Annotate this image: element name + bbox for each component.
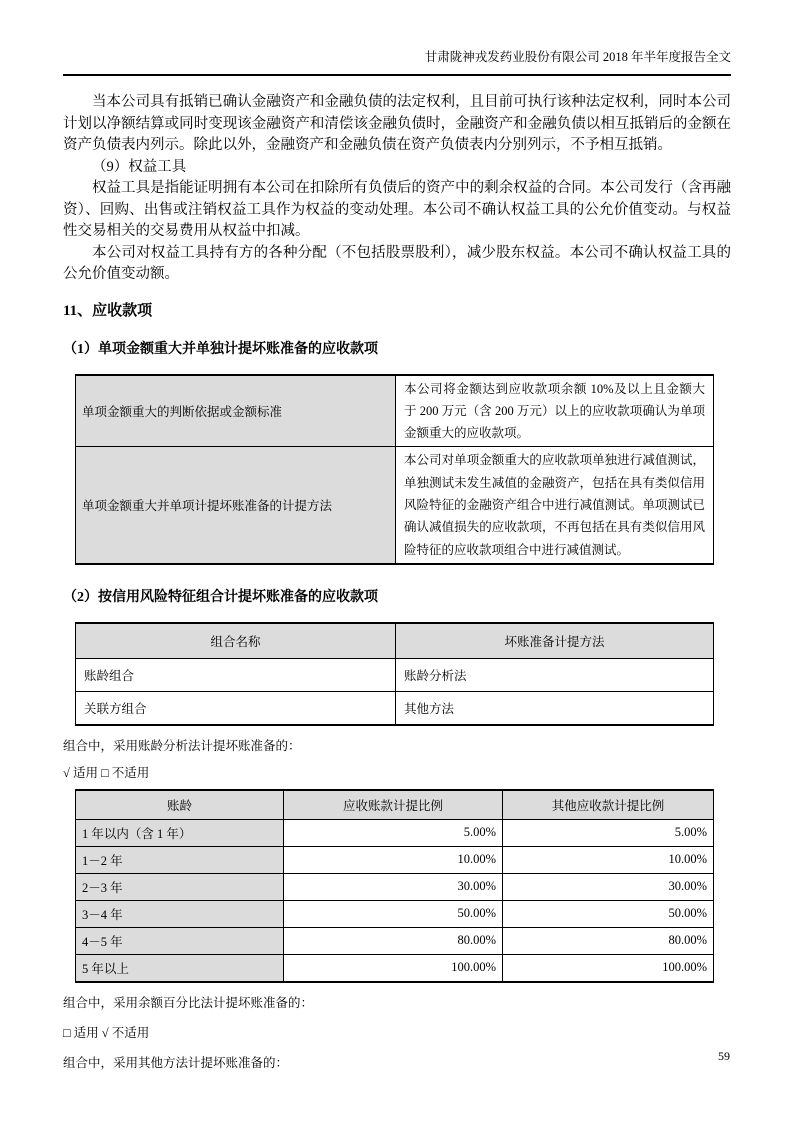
table-row [76,447,714,564]
cell-group-name: 账龄组合 [76,658,396,691]
note-aging-analysis: 组合中，采用账龄分析法计提坏账准备的： [63,738,301,753]
table-row [76,846,714,873]
paragraph-offsetting-policy: 当本公司具有抵销已确认金融资产和金融负债的法定权利，且目前可执行该种法定权利，同时本公司计划以净额结算或同时变现该金融资产和清偿该金融负债时，金融资产和金融负债以相互抵销后的金额在资产负债表内列示。除此以外，金融资产和金融负债在资产负债表内分别列示，不予相互抵销。 [63,94,731,153]
cell-other-ratio: 5.00% [503,819,714,846]
table-row [76,819,714,846]
column-header-other-ratio: 其他应收款计提比例 [503,790,714,820]
cell-aging: 5 年以上 [76,954,284,982]
cell-criteria-value: 本公司将金额达到应收款项余额 10%及以上且金额大于 200 万元（含 200 万元）以上的应收款项确认为单项金额重大的应收款项。 [396,375,714,447]
cell-group-name: 关联方组合 [76,691,396,725]
cell-aging: 3－4 年 [76,900,284,927]
applicable-aging-analysis: √ 适用 □ 不适用 [63,765,150,780]
table-row [76,873,714,900]
subsection-heading-individually-significant: （1）单项金额重大并单独计提坏账准备的应收款项 [63,341,378,357]
cell-aging: 4－5 年 [76,927,284,954]
note-other-methods: 组合中，采用其他方法计提坏账准备的： [63,1055,289,1070]
cell-other-ratio: 80.00% [503,927,714,954]
cell-method-label: 单项金额重大并单项计提坏账准备的计提方法 [76,447,396,564]
table-header-row [76,623,714,659]
table-row [76,691,714,725]
cell-aging: 2－3 年 [76,873,284,900]
cell-provision-method: 其他方法 [396,691,714,725]
cell-aging: 1 年以内（含 1 年） [76,819,284,846]
subsection-heading-credit-risk-group: （2）按信用风险特征组合计提坏账准备的应收款项 [63,589,378,605]
cell-ar-ratio: 30.00% [284,873,503,900]
table-row [76,954,714,982]
document-page [63,0,731,1071]
column-header-provision-method: 坏账准备计提方法 [396,623,714,659]
cell-other-ratio: 10.00% [503,846,714,873]
cell-other-ratio: 50.00% [503,900,714,927]
cell-provision-method: 账龄分析法 [396,658,714,691]
table-header-row [76,790,714,820]
table-row [76,375,714,447]
table-row [76,927,714,954]
table-individually-significant [75,374,714,565]
cell-other-ratio: 30.00% [503,873,714,900]
page-number: 59 [718,1049,730,1063]
applicable-balance-percentage: □ 适用 √ 不适用 [63,1025,150,1040]
report-header-title: 甘肃陇神戎发药业股份有限公司 2018 年半年度报告全文 [63,50,731,76]
column-header-group-name: 组合名称 [76,623,396,659]
table-row [76,658,714,691]
table-credit-risk-groups [75,622,714,726]
table-aging-provision-ratios [75,789,714,983]
cell-ar-ratio: 100.00% [284,954,503,982]
cell-ar-ratio: 10.00% [284,846,503,873]
paragraph-equity-definition: 权益工具是指能证明拥有本公司在扣除所有负债后的资产中的剩余权益的合同。本公司发行（含再融资）、回购、出售或注销权益工具作为权益的变动处理。本公司不确认权益工具的公允价值变动。与权益性交易相关的交易费用从权益中扣减。 [63,180,731,239]
heading-equity-instruments: （9）权益工具 [92,158,187,175]
paragraph-equity-distribution: 本公司对权益工具持有方的各种分配（不包括股票股利），减少股东权益。本公司不确认权益工具的公允价值变动额。 [63,244,731,282]
note-balance-percentage: 组合中，采用余额百分比法计提坏账准备的： [63,995,314,1010]
cell-aging: 1－2 年 [76,846,284,873]
cell-ar-ratio: 5.00% [284,819,503,846]
table-row [76,900,714,927]
cell-other-ratio: 100.00% [503,954,714,982]
section-heading-receivables: 11、应收款项 [63,302,153,319]
cell-ar-ratio: 80.00% [284,927,503,954]
column-header-ar-ratio: 应收账款计提比例 [284,790,503,820]
cell-criteria-label: 单项金额重大的判断依据或金额标准 [76,375,396,447]
cell-method-value: 本公司对单项金额重大的应收款项单独进行减值测试，单独测试未发生减值的金融资产，包括在具有类似信用风险特征的金融资产组合中进行减值测试。单项测试已确认减值损失的应收款项，不再包括在具有类似信用风险特征的应收款项组合中进行减值测试。 [396,447,714,564]
column-header-aging: 账龄 [76,790,284,820]
cell-ar-ratio: 50.00% [284,900,503,927]
